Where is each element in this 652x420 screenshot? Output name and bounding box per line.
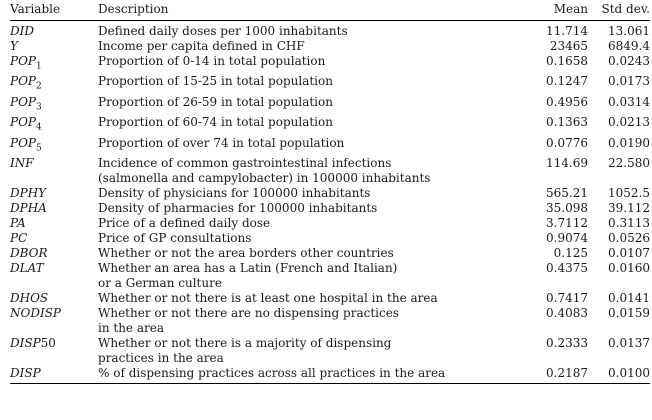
variable-name: DPHY bbox=[10, 185, 47, 200]
std-dev-cell: 0.0243 bbox=[608, 54, 650, 68]
header-std-dev: Std dev. bbox=[601, 2, 650, 16]
mean-cell: 565.21 bbox=[546, 185, 588, 200]
variable-name: NODISP bbox=[10, 305, 61, 320]
std-dev-cell: 6849.4 bbox=[608, 39, 650, 53]
description-cell bbox=[98, 246, 473, 261]
variable-cell bbox=[10, 201, 98, 216]
variable-cell bbox=[10, 21, 98, 40]
description-line: Whether an area has a Latin (French and Italian) bbox=[98, 260, 398, 275]
std-dev-cell: 0.0159 bbox=[608, 305, 650, 320]
description-cell bbox=[98, 231, 473, 246]
mean-cell: 11.714 bbox=[546, 24, 588, 38]
variable-cell bbox=[10, 231, 98, 246]
std-dev-cell: 0.0137 bbox=[608, 335, 650, 350]
table-row bbox=[10, 136, 650, 156]
table-row bbox=[10, 156, 650, 186]
header-row bbox=[10, 2, 650, 21]
variable-name: POP bbox=[10, 115, 36, 130]
description-line: Proportion of 26-59 in total population bbox=[98, 94, 333, 109]
variable-name: PC bbox=[10, 230, 28, 245]
variable-name: POP bbox=[10, 74, 36, 89]
description-line: (salmonella and campylobacter) in 100000 inhabitants bbox=[98, 170, 431, 185]
summary-statistics-table bbox=[10, 2, 650, 384]
mean-cell: 0.2333 bbox=[546, 335, 588, 350]
description-cell bbox=[98, 156, 473, 186]
variable-cell bbox=[10, 216, 98, 231]
std-dev-cell: 0.0173 bbox=[608, 74, 650, 89]
table-row bbox=[10, 366, 650, 384]
mean-cell: 0.2187 bbox=[546, 365, 588, 380]
variable-cell bbox=[10, 291, 98, 306]
mean-cell: 0.4956 bbox=[546, 94, 588, 109]
mean-cell: 0.9074 bbox=[546, 230, 588, 245]
table-row bbox=[10, 54, 650, 74]
description-line: Defined daily doses per 1000 inhabitants bbox=[98, 24, 348, 38]
std-dev-cell: 0.0107 bbox=[608, 245, 650, 260]
description-cell bbox=[98, 74, 473, 94]
mean-cell: 0.125 bbox=[553, 245, 588, 260]
table-row bbox=[10, 246, 650, 261]
mean-cell: 0.1363 bbox=[546, 115, 588, 130]
mean-cell: 0.4375 bbox=[546, 260, 588, 275]
table-row bbox=[10, 231, 650, 246]
variable-name: INF bbox=[10, 155, 34, 170]
description-cell bbox=[98, 366, 473, 384]
description-cell bbox=[98, 54, 473, 74]
variable-cell bbox=[10, 246, 98, 261]
table-body bbox=[10, 21, 650, 384]
mean-cell: 114.69 bbox=[546, 155, 588, 170]
description-line: or a German culture bbox=[98, 275, 222, 290]
description-line: Price of a defined daily dose bbox=[98, 215, 271, 230]
mean-cell: 0.1247 bbox=[546, 74, 588, 89]
description-cell bbox=[98, 201, 473, 216]
std-dev-cell: 0.0160 bbox=[608, 260, 650, 275]
description-cell bbox=[98, 39, 473, 54]
variable-subscript: 2 bbox=[36, 81, 42, 92]
description-line: Density of physicians for 100000 inhabitants bbox=[98, 185, 371, 200]
variable-cell bbox=[10, 54, 98, 74]
description-cell bbox=[98, 291, 473, 306]
variable-cell bbox=[10, 336, 98, 366]
variable-cell bbox=[10, 136, 98, 156]
table-row bbox=[10, 261, 650, 291]
description-cell bbox=[98, 216, 473, 231]
description-line: Whether or not there is at least one hospital in the area bbox=[98, 290, 438, 305]
std-dev-cell: 0.0100 bbox=[608, 365, 650, 380]
description-cell bbox=[98, 336, 473, 366]
table-row bbox=[10, 186, 650, 201]
description-line: Proportion of 15-25 in total population bbox=[98, 74, 333, 89]
variable-name: DHOS bbox=[10, 290, 49, 305]
variable-cell bbox=[10, 39, 98, 54]
variable-name: DISP bbox=[10, 365, 41, 380]
std-dev-cell: 0.0526 bbox=[608, 230, 650, 245]
description-line: Density of pharmacies for 100000 inhabitants bbox=[98, 200, 378, 215]
description-line: practices in the area bbox=[98, 350, 224, 365]
description-line: Proportion of over 74 in total population bbox=[98, 135, 345, 150]
description-cell bbox=[98, 21, 473, 40]
header-description: Description bbox=[98, 2, 169, 16]
mean-cell: 35.098 bbox=[546, 200, 588, 215]
description-cell bbox=[98, 95, 473, 115]
description-cell bbox=[98, 261, 473, 291]
description-cell bbox=[98, 186, 473, 201]
std-dev-cell: 0.0141 bbox=[608, 290, 650, 305]
variable-name: DID bbox=[10, 24, 34, 38]
header-variable: Variable bbox=[10, 2, 61, 16]
variable-name: DISP bbox=[10, 335, 41, 350]
std-dev-cell: 39.112 bbox=[608, 200, 650, 215]
table-row bbox=[10, 201, 650, 216]
description-line: in the area bbox=[98, 320, 164, 335]
variable-name: POP bbox=[10, 94, 36, 109]
variable-subscript: 1 bbox=[36, 61, 42, 72]
description-cell bbox=[98, 136, 473, 156]
variable-subscript: 4 bbox=[36, 122, 42, 133]
variable-name: DPHA bbox=[10, 200, 47, 215]
description-cell bbox=[98, 115, 473, 135]
table-row bbox=[10, 336, 650, 366]
variable-name: Y bbox=[10, 39, 18, 53]
variable-cell bbox=[10, 306, 98, 336]
variable-cell bbox=[10, 366, 98, 384]
table-row bbox=[10, 306, 650, 336]
mean-cell: 3.7112 bbox=[546, 215, 588, 230]
description-line: % of dispensing practices across all practices in the area bbox=[98, 365, 446, 380]
variable-cell bbox=[10, 95, 98, 115]
std-dev-cell: 0.0190 bbox=[608, 135, 650, 150]
table-row bbox=[10, 39, 650, 54]
variable-cell bbox=[10, 156, 98, 186]
mean-cell: 0.1658 bbox=[546, 54, 588, 68]
header-mean: Mean bbox=[553, 2, 588, 16]
variable-cell bbox=[10, 261, 98, 291]
description-line: Proportion of 0-14 in total population bbox=[98, 54, 326, 68]
std-dev-cell: 0.0314 bbox=[608, 94, 650, 109]
table-row bbox=[10, 74, 650, 94]
description-line: Whether or not there is a majority of dispensing bbox=[98, 335, 392, 350]
table-row bbox=[10, 115, 650, 135]
description-line: Whether or not there are no dispensing practices bbox=[98, 305, 399, 320]
variable-suffix: 50 bbox=[40, 335, 56, 350]
std-dev-cell: 0.3113 bbox=[608, 215, 650, 230]
variable-name: DBOR bbox=[10, 245, 48, 260]
description-line: Incidence of common gastrointestinal infections bbox=[98, 155, 392, 170]
mean-cell: 0.4083 bbox=[546, 305, 588, 320]
description-line: Price of GP consultations bbox=[98, 230, 252, 245]
variable-name: POP bbox=[10, 54, 36, 68]
variable-name: POP bbox=[10, 135, 36, 150]
description-cell bbox=[98, 306, 473, 336]
std-dev-cell: 22.580 bbox=[608, 155, 650, 170]
std-dev-cell: 0.0213 bbox=[608, 115, 650, 130]
variable-subscript: 5 bbox=[36, 142, 42, 153]
table-row bbox=[10, 291, 650, 306]
mean-cell: 23465 bbox=[549, 39, 588, 53]
table-row bbox=[10, 95, 650, 115]
variable-cell bbox=[10, 115, 98, 135]
description-line: Income per capita defined in CHF bbox=[98, 39, 305, 53]
variable-cell bbox=[10, 186, 98, 201]
description-line: Proportion of 60-74 in total population bbox=[98, 115, 333, 130]
std-dev-cell: 1052.5 bbox=[608, 185, 650, 200]
std-dev-cell: 13.061 bbox=[608, 24, 650, 38]
table-row bbox=[10, 21, 650, 40]
variable-cell bbox=[10, 74, 98, 94]
description-line: Whether or not the area borders other countries bbox=[98, 245, 394, 260]
table-row bbox=[10, 216, 650, 231]
variable-name: DLAT bbox=[10, 260, 44, 275]
variable-name: PA bbox=[10, 215, 26, 230]
variable-subscript: 3 bbox=[36, 102, 42, 113]
mean-cell: 0.7417 bbox=[546, 290, 588, 305]
mean-cell: 0.0776 bbox=[546, 135, 588, 150]
